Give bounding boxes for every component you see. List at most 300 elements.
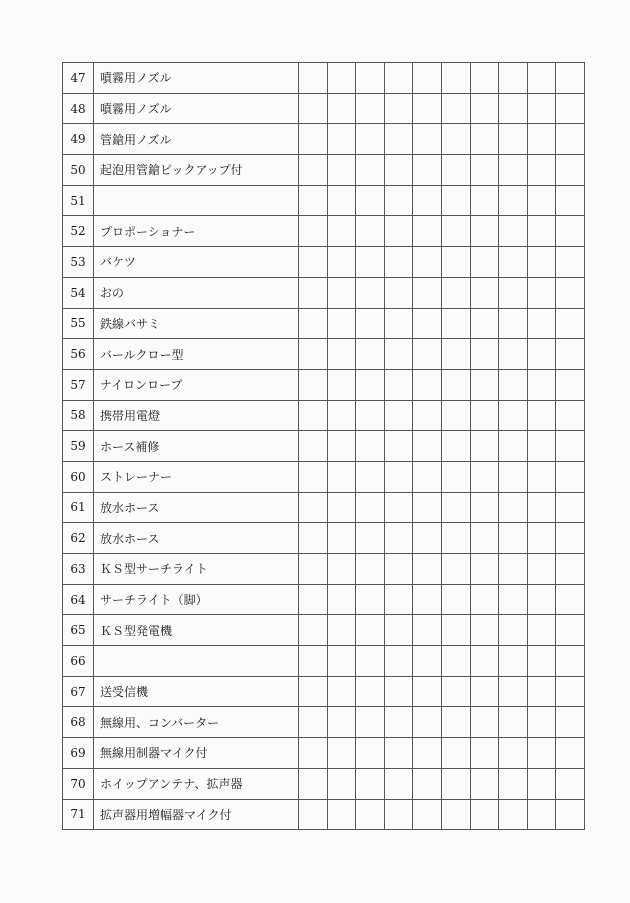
check-cell [413,400,442,431]
row-number: 67 [63,676,94,707]
row-number: 66 [63,646,94,677]
check-cell [470,308,499,339]
check-cell [299,308,328,339]
item-name: ホイップアンテナ、拡声器 [94,768,299,799]
check-cell [441,93,470,124]
check-cell [413,492,442,523]
table-body [63,63,585,830]
check-cell [556,738,585,769]
check-cell [499,247,528,278]
check-cell [441,799,470,830]
row-number: 52 [63,216,94,247]
row-number: 60 [63,461,94,492]
check-cell [327,461,356,492]
item-name: サーチライト（脚） [94,584,299,615]
check-cell [441,185,470,216]
check-cell [356,63,385,94]
check-cell [527,185,556,216]
check-cell [441,676,470,707]
table-row [63,247,585,278]
check-cell [384,615,413,646]
check-cell [441,369,470,400]
row-number: 53 [63,247,94,278]
check-cell [384,431,413,462]
check-cell [556,63,585,94]
check-cell [327,277,356,308]
check-cell [556,277,585,308]
check-cell [413,216,442,247]
check-cell [470,554,499,585]
check-cell [470,584,499,615]
table-row [63,339,585,370]
check-cell [441,277,470,308]
check-cell [413,676,442,707]
row-number: 62 [63,523,94,554]
check-cell [470,185,499,216]
check-cell [327,369,356,400]
check-cell [413,584,442,615]
check-cell [327,646,356,677]
check-cell [413,554,442,585]
check-cell [413,93,442,124]
check-cell [384,707,413,738]
table-row [63,185,585,216]
check-cell [499,461,528,492]
check-cell [470,492,499,523]
check-cell [413,369,442,400]
check-cell [299,431,328,462]
row-number: 57 [63,369,94,400]
item-name: バールクロー型 [94,339,299,370]
row-number: 54 [63,277,94,308]
item-name: 噴霧用ノズル [94,93,299,124]
check-cell [356,247,385,278]
check-cell [556,369,585,400]
check-cell [527,155,556,186]
check-cell [441,431,470,462]
table-row [63,554,585,585]
item-name: 無線用、コンバーター [94,707,299,738]
check-cell [356,216,385,247]
check-cell [527,707,556,738]
item-name: 拡声器用増幅器マイク付 [94,799,299,830]
check-cell [556,461,585,492]
check-cell [413,707,442,738]
row-number: 50 [63,155,94,186]
check-cell [384,339,413,370]
check-cell [299,339,328,370]
check-cell [299,646,328,677]
check-cell [556,492,585,523]
check-cell [327,308,356,339]
check-cell [441,63,470,94]
check-cell [441,339,470,370]
check-cell [299,492,328,523]
check-cell [499,738,528,769]
check-cell [470,400,499,431]
check-cell [527,277,556,308]
check-cell [327,124,356,155]
check-cell [556,554,585,585]
check-cell [327,768,356,799]
item-name: ＫＳ型サーチライト [94,554,299,585]
table-row [63,738,585,769]
check-cell [327,185,356,216]
table-row [63,799,585,830]
table-row [63,615,585,646]
check-cell [470,461,499,492]
check-cell [556,400,585,431]
check-cell [499,615,528,646]
check-cell [441,124,470,155]
check-cell [556,431,585,462]
item-name: 起泡用管鎗ピックアップ付 [94,155,299,186]
check-cell [384,646,413,677]
check-cell [299,369,328,400]
check-cell [356,277,385,308]
row-number: 59 [63,431,94,462]
check-cell [499,63,528,94]
check-cell [327,155,356,186]
check-cell [327,799,356,830]
check-cell [527,400,556,431]
check-cell [499,369,528,400]
check-cell [384,461,413,492]
check-cell [384,400,413,431]
check-cell [470,155,499,186]
check-cell [499,155,528,186]
check-cell [356,768,385,799]
check-cell [556,584,585,615]
check-cell [413,277,442,308]
check-cell [327,431,356,462]
row-number: 51 [63,185,94,216]
check-cell [299,63,328,94]
check-cell [356,93,385,124]
item-name: ナイロンロープ [94,369,299,400]
table-row [63,768,585,799]
table-row [63,461,585,492]
check-cell [527,63,556,94]
check-cell [299,247,328,278]
check-cell [384,523,413,554]
check-cell [470,707,499,738]
check-cell [527,768,556,799]
check-cell [384,768,413,799]
check-cell [527,369,556,400]
check-cell [413,339,442,370]
check-cell [356,431,385,462]
check-cell [299,584,328,615]
check-cell [356,799,385,830]
check-cell [556,799,585,830]
check-cell [356,400,385,431]
check-cell [499,523,528,554]
check-cell [527,492,556,523]
check-cell [470,277,499,308]
check-cell [384,216,413,247]
check-cell [327,492,356,523]
check-cell [527,247,556,278]
check-cell [527,554,556,585]
row-number: 71 [63,799,94,830]
check-cell [413,615,442,646]
check-cell [413,124,442,155]
table-row [63,124,585,155]
row-number: 64 [63,584,94,615]
check-cell [556,646,585,677]
check-cell [413,768,442,799]
check-cell [441,768,470,799]
item-name: 放水ホース [94,523,299,554]
check-cell [527,216,556,247]
check-cell [470,124,499,155]
row-number: 68 [63,707,94,738]
check-cell [327,523,356,554]
table-row [63,277,585,308]
check-cell [499,707,528,738]
check-cell [527,646,556,677]
check-cell [441,216,470,247]
check-cell [470,216,499,247]
check-cell [413,523,442,554]
check-cell [299,400,328,431]
check-cell [470,523,499,554]
check-cell [499,768,528,799]
check-cell [499,584,528,615]
check-cell [499,308,528,339]
check-cell [556,768,585,799]
check-cell [556,185,585,216]
check-cell [441,308,470,339]
check-cell [356,461,385,492]
item-name: 無線用制器マイク付 [94,738,299,769]
check-cell [384,584,413,615]
row-number: 48 [63,93,94,124]
check-cell [527,461,556,492]
check-cell [413,646,442,677]
check-cell [470,369,499,400]
check-cell [299,707,328,738]
check-cell [327,63,356,94]
check-cell [556,124,585,155]
check-cell [527,93,556,124]
table-row [63,676,585,707]
check-cell [327,554,356,585]
check-cell [470,339,499,370]
check-cell [499,799,528,830]
check-cell [356,308,385,339]
check-cell [413,155,442,186]
check-cell [499,93,528,124]
item-name: ＫＳ型発電機 [94,615,299,646]
check-cell [299,124,328,155]
check-cell [470,799,499,830]
row-number: 55 [63,308,94,339]
item-name: おの [94,277,299,308]
row-number: 49 [63,124,94,155]
check-cell [556,216,585,247]
check-cell [556,308,585,339]
item-name: プロポーショナー [94,216,299,247]
check-cell [413,431,442,462]
check-cell [299,676,328,707]
check-cell [356,676,385,707]
check-cell [527,799,556,830]
check-cell [556,615,585,646]
check-cell [356,339,385,370]
table-row [63,93,585,124]
check-cell [327,738,356,769]
check-cell [384,799,413,830]
check-cell [356,554,385,585]
check-cell [441,492,470,523]
check-cell [384,492,413,523]
equipment-inventory-table [62,62,585,830]
check-cell [556,339,585,370]
check-cell [299,523,328,554]
check-cell [556,155,585,186]
row-number: 47 [63,63,94,94]
table-row [63,369,585,400]
item-name: 放水ホース [94,492,299,523]
check-cell [556,523,585,554]
check-cell [499,185,528,216]
check-cell [441,554,470,585]
check-cell [556,707,585,738]
check-cell [499,554,528,585]
check-cell [527,308,556,339]
check-cell [356,707,385,738]
row-number: 70 [63,768,94,799]
check-cell [299,768,328,799]
item-name: 管鎗用ノズル [94,124,299,155]
check-cell [441,461,470,492]
table-row [63,492,585,523]
check-cell [299,216,328,247]
check-cell [527,431,556,462]
check-cell [499,339,528,370]
check-cell [499,277,528,308]
check-cell [527,339,556,370]
table-row [63,155,585,186]
check-cell [299,799,328,830]
item-name: バケツ [94,247,299,278]
check-cell [327,339,356,370]
check-cell [441,247,470,278]
item-name: ストレーナー [94,461,299,492]
item-name: 噴霧用ノズル [94,63,299,94]
check-cell [299,615,328,646]
row-number: 65 [63,615,94,646]
check-cell [299,185,328,216]
check-cell [356,615,385,646]
row-number: 63 [63,554,94,585]
check-cell [384,738,413,769]
check-cell [441,155,470,186]
check-cell [441,646,470,677]
check-cell [441,707,470,738]
check-cell [356,584,385,615]
check-cell [470,768,499,799]
check-cell [299,461,328,492]
check-cell [527,124,556,155]
check-cell [384,124,413,155]
check-cell [470,93,499,124]
table-row [63,431,585,462]
check-cell [499,646,528,677]
check-cell [413,799,442,830]
check-cell [384,185,413,216]
check-cell [299,738,328,769]
table-row [63,707,585,738]
check-cell [470,646,499,677]
check-cell [413,461,442,492]
check-cell [299,554,328,585]
row-number: 58 [63,400,94,431]
check-cell [356,369,385,400]
check-cell [299,155,328,186]
check-cell [384,308,413,339]
check-cell [356,646,385,677]
check-cell [499,124,528,155]
check-cell [384,277,413,308]
check-cell [384,63,413,94]
item-name: 送受信機 [94,676,299,707]
check-cell [556,93,585,124]
check-cell [499,216,528,247]
check-cell [413,63,442,94]
check-cell [556,676,585,707]
row-number: 56 [63,339,94,370]
check-cell [327,584,356,615]
item-name: ホース補修 [94,431,299,462]
check-cell [413,185,442,216]
check-cell [527,584,556,615]
check-cell [413,738,442,769]
row-number: 69 [63,738,94,769]
check-cell [499,431,528,462]
check-cell [327,400,356,431]
check-cell [470,247,499,278]
check-cell [384,247,413,278]
check-cell [356,738,385,769]
check-cell [327,676,356,707]
check-cell [413,247,442,278]
check-cell [499,492,528,523]
check-cell [327,93,356,124]
check-cell [327,216,356,247]
check-cell [441,584,470,615]
check-cell [384,676,413,707]
check-cell [441,400,470,431]
check-cell [384,554,413,585]
check-cell [327,247,356,278]
check-cell [527,738,556,769]
check-cell [356,155,385,186]
check-cell [413,308,442,339]
table-row [63,216,585,247]
check-cell [527,523,556,554]
table-row [63,63,585,94]
check-cell [441,738,470,769]
item-name [94,185,299,216]
check-cell [470,738,499,769]
check-cell [441,523,470,554]
table-row [63,584,585,615]
check-cell [441,615,470,646]
check-cell [384,369,413,400]
